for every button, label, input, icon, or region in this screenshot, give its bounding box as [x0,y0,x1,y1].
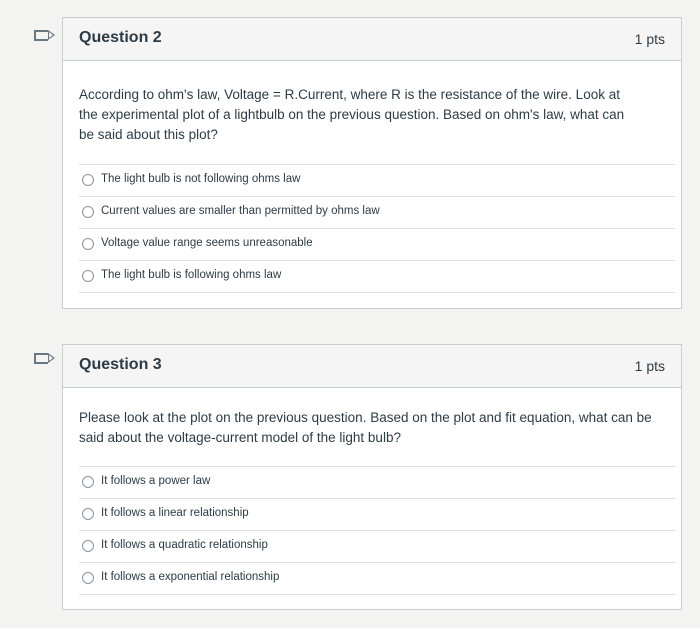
radio-button[interactable] [82,540,94,552]
answer-list [79,466,675,595]
answer-label[interactable]: Voltage value range seems unreasonable [101,237,313,249]
radio-button[interactable] [82,206,94,218]
question-card-3 [62,344,682,610]
answer-label[interactable]: Current values are smaller than permitted by ohms law [101,205,380,217]
radio-button[interactable] [82,174,94,186]
question-text: According to ohm's law, Voltage = R.Current, where R is the resistance of the wire. Look at the experimental plot of a lightbulb on the previous question. Based on ohm's law, what can be said about this plot? [79,87,625,142]
answer-label[interactable]: It follows a power law [101,475,211,487]
question-points: 1 pts [634,358,665,374]
flag-question-icon[interactable] [34,353,48,364]
answer-list [79,164,675,293]
answer-label[interactable]: It follows a linear relationship [101,507,249,519]
radio-button[interactable] [82,476,94,488]
answer-option[interactable] [79,498,675,530]
answer-label[interactable]: It follows a quadratic relationship [101,539,268,551]
question-card-2 [62,17,682,309]
answer-option[interactable] [79,196,675,228]
answer-option[interactable] [79,164,675,196]
answer-label[interactable]: The light bulb is not following ohms law [101,173,301,185]
question-header [63,345,681,388]
answer-option[interactable] [79,228,675,260]
answer-label[interactable]: The light bulb is following ohms law [101,269,282,281]
answer-option[interactable] [79,260,675,293]
radio-button[interactable] [82,270,94,282]
question-title: Question 3 [79,356,162,373]
question-text: Please look at the plot on the previous question. Based on the plot and fit equation, what can be said about the voltage-current model of the light bulb? [79,410,652,445]
question-title: Question 2 [79,29,162,46]
answer-option[interactable] [79,530,675,562]
question-points: 1 pts [634,31,665,47]
answer-option[interactable] [79,466,675,498]
radio-button[interactable] [82,572,94,584]
question-header [63,18,681,61]
answer-option[interactable] [79,562,675,595]
radio-button[interactable] [82,238,94,250]
radio-button[interactable] [82,508,94,520]
flag-question-icon[interactable] [34,30,48,41]
answer-label[interactable]: It follows a exponential relationship [101,571,280,583]
